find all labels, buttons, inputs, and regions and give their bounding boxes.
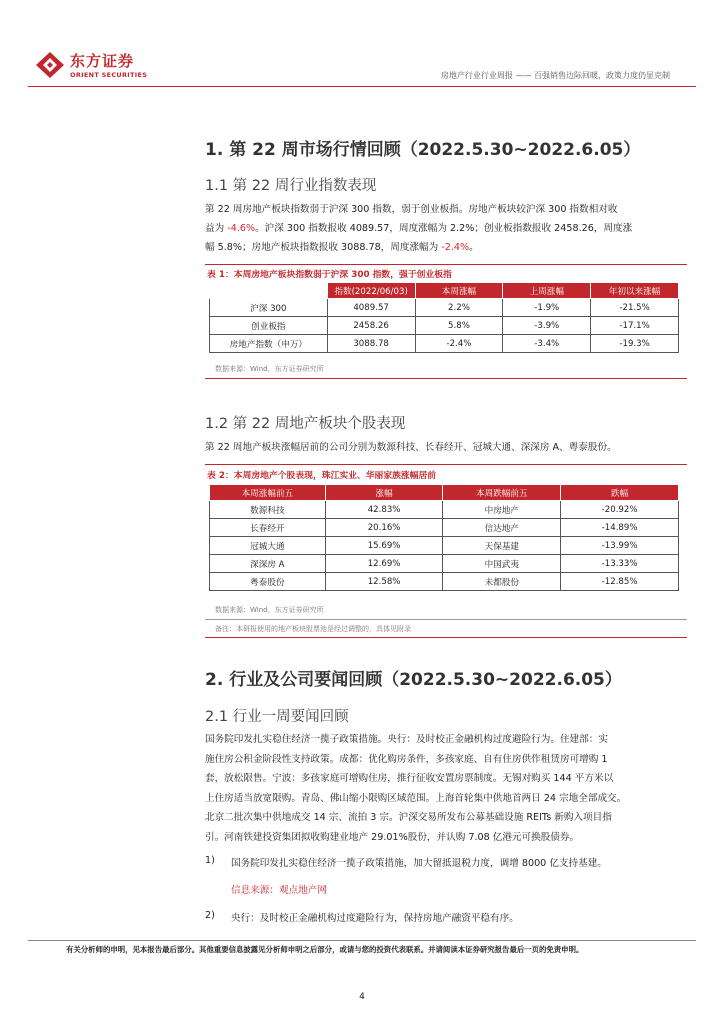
- table1-bottom-rule: [205, 378, 687, 379]
- table-row: [210, 555, 679, 573]
- news-summary: [205, 730, 687, 847]
- news-item-number: 1): [205, 855, 215, 866]
- table-cell: 20.16%: [325, 519, 443, 537]
- summary-line: 上住房适当放宽限购。青岛、佛山缩小限购区域范围。上海首轮集中供地首两日 24 宗地全部成交。: [205, 792, 627, 804]
- table-cell: 5.8%: [415, 317, 503, 335]
- info-source: 信息来源：观点地产网: [231, 885, 327, 896]
- summary-line: 北京二批次集中供地成交 14 宗、流拍 3 宗。沪深交易所发布公募基础设施 REITs 新购入项目指: [205, 812, 612, 823]
- table-cell: 4089.57: [327, 299, 415, 317]
- disclaimer: 有关分析师的申明，见本报告最后部分。其他重要信息披露见分析师申明之后部分，或请与您的投资代表联系。并请阅读本证券研究报告最后一页的免责申明。: [66, 945, 584, 954]
- relative-return-value: -4.6%: [227, 223, 256, 234]
- table-header-cell: 本周跌幅前五: [443, 485, 561, 501]
- summary-line: 施住房公积金阶段性支持政策。成都：优化购房条件，多孩家庭、自有住房供作租赁房可增购 1: [205, 753, 608, 765]
- table-cell: 深深房 A: [210, 555, 326, 573]
- section1-title: 1. 第 22 周市场行情回顾（2022.5.30~2022.6.05）: [205, 140, 641, 160]
- news-item-text: 央行：及时校正金融机构过度避险行为，保持房地产融资平稳有序。: [231, 913, 519, 924]
- summary-line: 套，放松限售。宁波：多孩家庭可增购住房，推行征收安置房票制度。无锡对购买 144 平方米以: [205, 773, 614, 784]
- table2-caption-rule: [205, 464, 687, 465]
- para-line: 第 22 周房地产板块指数弱于沪深 300 指数，弱于创业板指。房地产板块较沪深 300 指数相对收: [205, 204, 618, 215]
- table-cell: 2.2%: [415, 299, 503, 317]
- company-name-cn: 东方证券: [70, 52, 135, 70]
- section1-1-title: 1.1 第 22 周行业指数表现: [205, 178, 377, 194]
- table2-source: 数据来源：Wind，东方证券研究所: [215, 606, 324, 614]
- table-cell: 12.69%: [325, 555, 443, 573]
- table-header-cell: 本周涨幅: [415, 283, 503, 299]
- table-cell: -17.1%: [591, 317, 679, 335]
- table-header-cell: [210, 283, 328, 299]
- company-name-en: ORIENT SECURITIES: [70, 71, 148, 79]
- table-cell: 信达地产: [443, 519, 561, 537]
- table-cell: 长春经开: [210, 519, 326, 537]
- table-header-cell: 上周涨幅: [503, 283, 591, 299]
- table-cell: 3088.78: [327, 335, 415, 353]
- report-title: 房地产行业行业周报 —— 百强销售边际回暖，政策力度仍显克制: [440, 71, 670, 80]
- realestate-change-value: -2.4%: [441, 242, 470, 253]
- page-number: 4: [359, 992, 365, 1002]
- table-header-cell: 涨幅: [325, 485, 443, 501]
- table1-source: 数据来源：Wind，东方证券研究所: [215, 365, 324, 373]
- table1-caption-rule: [205, 264, 687, 265]
- table-cell: 冠城大通: [210, 537, 326, 555]
- table-cell: -14.89%: [561, 519, 679, 537]
- table-cell: -1.9%: [503, 299, 591, 317]
- table-cell: -13.99%: [561, 537, 679, 555]
- table-cell: 中国武夷: [443, 555, 561, 573]
- table-cell: 中房地产: [443, 501, 561, 519]
- section2-1-title: 2.1 行业一周要闻回顾: [205, 709, 349, 725]
- header-divider: [28, 86, 696, 87]
- table-row: [210, 299, 679, 317]
- table-cell: -21.5%: [591, 299, 679, 317]
- para-line: 幅 5.8%；房地产板块指数报收 3088.78，周度涨幅为 -2.4%。: [205, 242, 479, 253]
- table-header-cell: 跌幅: [561, 485, 679, 501]
- table-cell: 12.58%: [325, 573, 443, 591]
- table-row: [210, 537, 679, 555]
- table2-note: 备注：本研报使用的地产板块股票池是经过调整的，具体见附录: [215, 625, 411, 633]
- table-row: [210, 573, 679, 591]
- table-header-row: [210, 283, 679, 299]
- para-line: 益为 -4.6%。沪深 300 指数报收 4089.57，周度涨幅为 2.2%；创业板指数报收 2458.26，周度涨: [205, 223, 633, 234]
- table2-note-rule: [205, 619, 687, 620]
- table-row: [210, 335, 679, 353]
- stock-performance-paragraph: 第 22 周地产板块涨幅居前的公司分别为数源科技、长春经开、冠城大通、深深房 A、粤泰股份。: [205, 442, 617, 453]
- table-cell: -2.4%: [415, 335, 503, 353]
- table-cell: 数源科技: [210, 501, 326, 519]
- section1-2-title: 1.2 第 22 周地产板块个股表现: [205, 416, 406, 432]
- table-cell: -12.85%: [561, 573, 679, 591]
- footer-divider: [28, 940, 696, 941]
- table-cell: 未都股份: [443, 573, 561, 591]
- index-table: [209, 282, 679, 353]
- table-cell: -20.92%: [561, 501, 679, 519]
- table-cell: -19.3%: [591, 335, 679, 353]
- index-performance-paragraph: [205, 200, 687, 257]
- section2-title: 2. 行业及公司要闻回顾（2022.5.30~2022.6.05）: [205, 670, 622, 690]
- table2-bottom-rule: [205, 637, 687, 638]
- table-cell: 天保基建: [443, 537, 561, 555]
- table-cell: -3.4%: [503, 335, 591, 353]
- table2-caption: 表 2：本周房地产个股表现，珠江实业、华丽家族涨幅居前: [207, 471, 437, 481]
- news-item-number: 2): [205, 910, 215, 921]
- summary-line: 引。河南铁建投资集团拟收购建业地产 29.01%股份，并认购 7.08 亿港元可换股债券。: [205, 831, 580, 843]
- stocks-table: [209, 484, 679, 591]
- table-row: [210, 501, 679, 519]
- table-header-cell: 指数(2022/06/03): [327, 283, 415, 299]
- table-cell: 粤泰股份: [210, 573, 326, 591]
- table-row: [210, 317, 679, 335]
- table-cell: 42.83%: [325, 501, 443, 519]
- table-header-cell: 本周涨幅前五: [210, 485, 326, 501]
- table1-caption: 表 1：本周房地产板块指数弱于沪深 300 指数，强于创业板指: [207, 270, 452, 280]
- table-cell: -3.9%: [503, 317, 591, 335]
- table-cell: -13.33%: [561, 555, 679, 573]
- news-item-text: 国务院印发扎实稳住经济一揽子政策措施，加大留抵退税力度，调增 8000 亿支持基建。: [231, 858, 607, 869]
- table-header-cell: 年初以来涨幅: [591, 283, 679, 299]
- table-row: [210, 519, 679, 537]
- table-cell: 创业板指: [210, 317, 328, 335]
- table-cell: 房地产指数（申万）: [210, 335, 328, 353]
- summary-line: 国务院印发扎实稳住经济一揽子政策措施。央行：及时校正金融机构过度避险行为。住建部：实: [205, 734, 608, 745]
- table-cell: 15.69%: [325, 537, 443, 555]
- table-header-row: [210, 485, 679, 501]
- orient-logo-icon: [36, 52, 64, 78]
- table-cell: 沪深 300: [210, 299, 328, 317]
- table-cell: 2458.26: [327, 317, 415, 335]
